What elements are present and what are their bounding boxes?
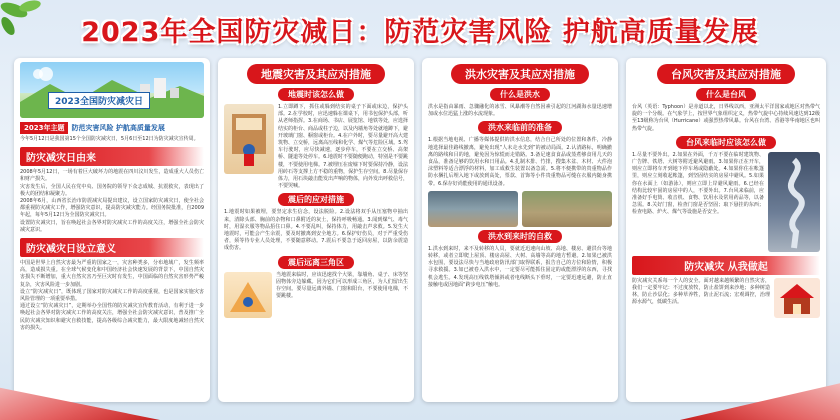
action-poem: 防灾减灾关系每一个人的安全。面对越来越频繁的自然灾害，我们一定要牢记：不过度放牧，防止盐饼到来沙地；多种树造林，防止沙层化；多种草养牲，防止泥石流；宏观调控，治理源水源气，低碳生活。: [632, 277, 770, 306]
earthquake-header-text: 地震灾害及其应对措施: [247, 64, 385, 84]
earthquake-header: [224, 64, 408, 84]
what-typhoon-text: 台风（英语：Typhoon）是赤道以北，日界线以西，亚洲太平洋国家或地区对热带气旋的一个分级。在气象学上，按世界气象组织定义，热带气旋中心持续风速达到12级至13级称为台风（Hurricane）或强烈热带风暴。台风在台湾、香港等华南地区也叫热带气旋。: [632, 104, 820, 132]
banner-label: 2023全国防灾减灾日: [48, 92, 150, 109]
flood-photo-1: [428, 191, 518, 227]
meaning-paragraph-2: 设立“防灾减灾日”，既体现了国家对防灾减灾工作的高度重视，也是国家实施灾害风险管理的一项重要举措。: [20, 288, 204, 303]
banner-image: [20, 62, 204, 118]
pill-during-flood: 洪水到来时的自救: [478, 230, 562, 243]
house-illustration: [774, 278, 820, 318]
origin-paragraph-4: 设置防灾减灾日，旨在唤起社会各界对防灾减灾工作的高度关注，增强全社会防灾减灾意识。: [20, 219, 204, 233]
section-title-meaning: 防灾减灾日设立意义: [20, 238, 204, 257]
page-title: 2023年全国防灾减日：防范灾害风险 护航高质量发展: [81, 17, 759, 48]
triangle-text: 当地震来临时，应该迅速找个大梁，靠墙角、桌子、床等坚固物体旁边躲藏。因为它们可以形成三角区，为人们留出生存空间。要尽量远离外墙、门窗和阳台，不要使用电梯，不要跳楼。: [276, 271, 408, 300]
typhoon-illustration: [768, 152, 820, 252]
pill-what-typhoon: 什么是台风: [696, 88, 756, 101]
theme-tag: 2023年主题: [20, 122, 68, 134]
typhoon-header-text: 台风灾害及其应对措施: [657, 64, 795, 84]
theme-row: [20, 122, 204, 134]
quake-illustration: [224, 104, 274, 174]
flood-header-text: 洪水灾害及其应对措施: [451, 64, 589, 84]
origin-paragraph-2: 灾害发生后，全国人民在党中央、国务院的领导下众志成城、抗震救灾，表现出了极大的团结和凝聚力。: [20, 183, 204, 197]
column-flood: [422, 58, 618, 402]
quake-steps: 1.立即蹲下，抓住或躲到结实的桌子下面或床边，保护头部。2.在学校时，应迅速躲在课桌下，用书包保护头部，听从老师指挥。3.在商场、书店、展览馆、地铁等处，应选择结实的柜台、商品或柱子边，以及内墙角等处就地蹲下，避开玻璃门窗、橱窗或柜台。4.在户外时，要尽量避开高大建筑物、立交桥，远离高压线和化学、煤气等危险区域。5.驾车行驶时，应尽快减速，逐步停车，不要在立交桥、高架桥、隧道等处停车。6.地震时不要随便跑动，特别是不要跳楼，不要使用电梯。7.被埋压在废墟下时要保持冷静，设法用砖石等支撑上方不稳的重物，保护生存空间。8.尽量保存体力，用石块敲击能发出声响的物体，向外发出呼救信号，不要哭喊。: [278, 104, 409, 190]
typhoon-steps: 1.尽量不要外出。2.如果在外面，千万不要在临时建筑物、广告牌、铁塔、大树等附近避风避雨。3.如果你正在开车，则应立即将车开到地下停车场或隐蔽处。4.如果你住在帐篷里，则应立刻收起帐篷，到坚固结实的房屋中避风。5.如果你在水面上（如游泳），则应立即上岸避风避雨。6.已经在结构比较牢固的房屋中的人，不要外出。7.台风来临前，应准备好手电筒、收音机、食物、饮用水及常用药品等，以备急需。8.关好门窗，检查门窗是否坚固；取下悬挂的东西；检查电路、炉火、煤气等设施是否安全。: [632, 151, 764, 216]
flood-photos: [428, 191, 612, 227]
flood-header: [428, 64, 612, 84]
pill-triangle: 震后远离三角区: [278, 256, 354, 269]
pill-during-quake: 地震时该怎么做: [278, 88, 354, 101]
pill-typhoon-action: 台风来临时应该怎么做: [676, 136, 776, 149]
pill-after-quake: 震后的应对措施: [278, 193, 354, 206]
what-flood-text: 洪水是指由暴雨、急骤融化的冰雪、风暴潮等自然因素引起的江河湖海水量迅速增加或水位迅猛上涨的水流现象。: [428, 104, 612, 118]
column-earthquake: [218, 58, 414, 402]
intro-text: 今年5月12日是我国第15个全国防灾减灾日，5月6日至12日为防灾减灾宣传周。: [20, 136, 199, 142]
pill-what-flood: 什么是洪水: [490, 88, 550, 101]
typhoon-header: [632, 64, 820, 84]
section-title-origin: 防灾减灾日由来: [20, 147, 204, 166]
triangle-row: [224, 272, 408, 318]
column-typhoon: [626, 58, 826, 402]
after-quake-steps: 1.地震时如果被埋，要坚定求生信念，设法脱险。2.设法将双手从压塞物中抽出来，清除头部、胸前的杂物和口鼻附近的灰土，保持呼吸畅通。3.闻到煤气、毒气时，用湿衣服等物品捂住口鼻。4.不要乱叫，保持体力，用敲击声求救。5.发生大地震时，可能会产生余震，要及时撤离到安全地方。6.保护好伤员，对于严重受伤者，须等待专业人员处理，不要随意移动。7.震后不要急于返回房屋，以防余震造成伤害。: [224, 209, 408, 252]
origin-paragraph-3: 2008年6月，山西省长治市防震减灾局提出建议，设立国家防灾减灾日，使全社会都重视防灾减灾工作，增强防灾意识，提高防灾减灾能力。经国务院批准，自2009年起，每年5月12日为全国防灾减灾日。: [20, 198, 204, 219]
section-title-action: 防灾减灾 从我做起: [632, 256, 820, 275]
typhoon-row: [632, 152, 820, 252]
flood-photo-2: [522, 191, 612, 227]
pill-before-flood: 洪水来临前的准备: [478, 121, 562, 134]
before-flood-steps: 1.根据当地电视、广播等媒体提供的洪水信息，结合自己所处的位置和条件，冷静地选择最佳路线撤离，避免出现“人未走水先到”的被动局面。2.认清路标，明确撤离的路线和目的地，避免因为惊慌而走错路。3.备足速食食品或蒸煮够食用几天的食品，准备足够的饮用水和日用品。4.扎制木排、竹排，搜集木盆、木材、大件泡沫塑料等适合漂浮的材料，加工成救生装置以备急需。5.将不便携带的贵重物品作防水捆扎后埋入地下或放到高处，票款、首饰等小件贵重物品可缝在衣服内随身携带。6.保存好尚能使用的通讯设备。: [428, 137, 612, 187]
meaning-paragraph-3: 通过设立“防灾减灾日”，定期举办全国性的防灾减灾宣传教育活动，有利于进一步唤起社会各界对防灾减灾工作的高度关注，增强全社会防灾减灾意识，普及推广全民防灾减灾知识和避灾自救技能，提高各级综合减灾能力，最大限度地减轻自然灾害的损失。: [20, 303, 204, 331]
action-row: [632, 278, 820, 318]
origin-paragraph-1: 2008年5月12日，一场有着巨大破坏力的地震在四川汶川发生，造成重大人员伤亡和财产损失。: [20, 169, 204, 183]
column-disaster-day: [14, 58, 210, 402]
quake-row: [224, 104, 408, 190]
during-flood-steps: 1.洪水到来时，来不及转移的人员，要就近迅速向山坡、高地、楼房、避洪台等地转移，或者立即爬上屋顶、楼房高屋、大树、高墙等高的地方暂避。2.如果已被洪水包围，要设法尽快与当地政府防汛部门取得联系，报告自己的方位和险情，积极寻求救援。3.如已被卷入洪水中，一定要尽可能抓住固定的或能漂浮的东西，寻找机会逃生。4.发现高压线铁塔倾斜或者电线断头下垂时，一定要迅速远避，防止直接触电或因地面“跨步电压”触电。: [428, 245, 612, 288]
triangle-illustration: [224, 272, 272, 318]
theme-text: 防范灾害风险 护航高质量发展: [71, 124, 165, 132]
meaning-paragraph-1: 中国是世界上自然灾害最为严重的国家之一，灾害种类多，分布地域广，发生频率高，造成损失重。在全球气候变化和中国经济社会快速发展的背景下，中国自然灾害损失不断增加，重大自然灾害乃至巨灾时有发生，中国面临的自然灾害形势严峻复杂，灾害风险进一步加剧。: [20, 260, 204, 288]
